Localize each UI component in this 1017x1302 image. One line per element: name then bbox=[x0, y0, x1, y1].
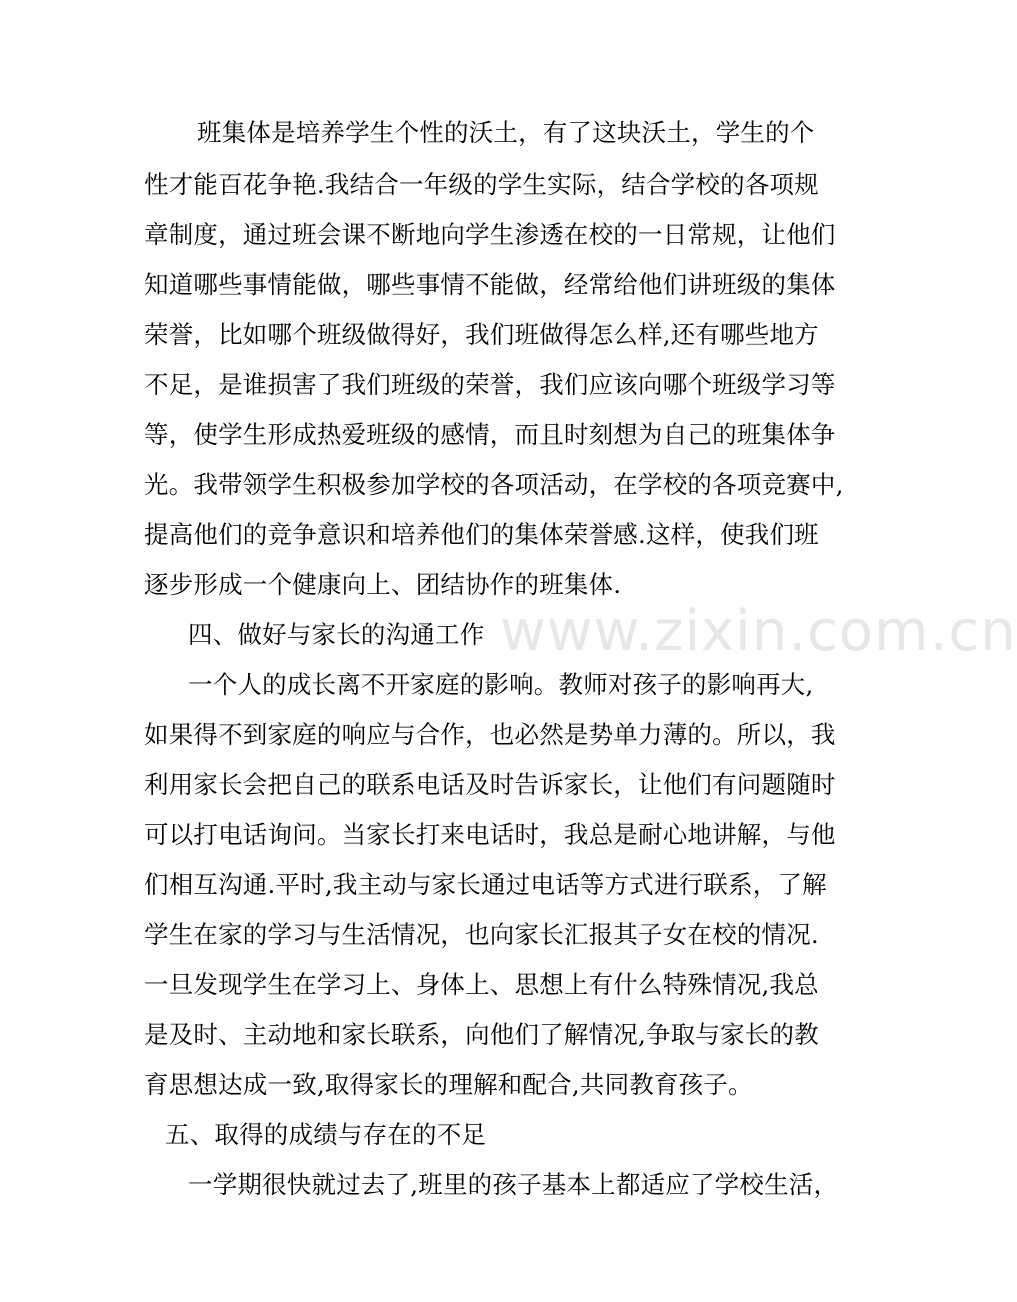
paragraph-line: 育思想达成一致,取得家长的理解和配合,共同教育孩子。 bbox=[144, 1070, 753, 1099]
paragraph-line: 提高他们的竞争意识和培养他们的集体荣誉感.这样，使我们班 bbox=[144, 520, 819, 549]
paragraph-line: 一学期很快就过去了,班里的孩子基本上都适应了学校生活， bbox=[188, 1170, 839, 1199]
watermark-text: www.zixin.com.cn bbox=[500, 599, 1017, 664]
paragraph-line: 班集体是培养学生个性的沃土，有了这块沃土，学生的个 bbox=[197, 118, 815, 147]
paragraph-line: 逐步形成一个健康向上、团结协作的班集体. bbox=[144, 570, 622, 599]
paragraph-line: 光。我带领学生积极参加学校的各项活动，在学校的各项竞赛中, bbox=[144, 470, 844, 499]
paragraph-line: 如果得不到家庭的响应与合作，也必然是势单力薄的。所以，我 bbox=[144, 720, 836, 749]
paragraph-line: 章制度，通过班会课不断地向学生渗透在校的一日常规，让他们 bbox=[144, 220, 836, 249]
paragraph-line: 一个人的成长离不开家庭的影响。教师对孩子的影响再大, bbox=[188, 670, 814, 699]
paragraph-line: 知道哪些事情能做，哪些事情不能做，经常给他们讲班级的集体 bbox=[144, 270, 836, 299]
paragraph-line: 荣誉，比如哪个班级做得好，我们班做得怎么样,还有哪些地方 bbox=[144, 320, 819, 349]
section-heading: 四、做好与家长的沟通工作 bbox=[188, 620, 485, 649]
paragraph-line: 等，使学生形成热爱班级的感情，而且时刻想为自己的班集体争 bbox=[144, 420, 836, 449]
paragraph-line: 们相互沟通.平时,我主动与家长通过电话等方式进行联系，了解 bbox=[144, 870, 827, 899]
paragraph-line: 利用家长会把自己的联系电话及时告诉家长，让他们有问题随时 bbox=[144, 770, 836, 799]
paragraph-line: 可以打电话询问。当家长打来电话时，我总是耐心地讲解，与他 bbox=[144, 820, 836, 849]
paragraph-line: 是及时、主动地和家长联系，向他们了解情况,争取与家长的教 bbox=[144, 1020, 819, 1049]
paragraph-line: 一旦发现学生在学习上、身体上、思想上有什么特殊情况,我总 bbox=[144, 970, 819, 999]
section-heading: 五、取得的成绩与存在的不足 bbox=[165, 1120, 487, 1149]
paragraph-line: 不足，是谁损害了我们班级的荣誉，我们应该向哪个班级学习等 bbox=[144, 370, 836, 399]
paragraph-line: 性才能百花争艳.我结合一年级的学生实际，结合学校的各项规 bbox=[144, 170, 819, 199]
paragraph-line: 学生在家的学习与生活情况，也向家长汇报其子女在校的情况. bbox=[144, 920, 819, 949]
